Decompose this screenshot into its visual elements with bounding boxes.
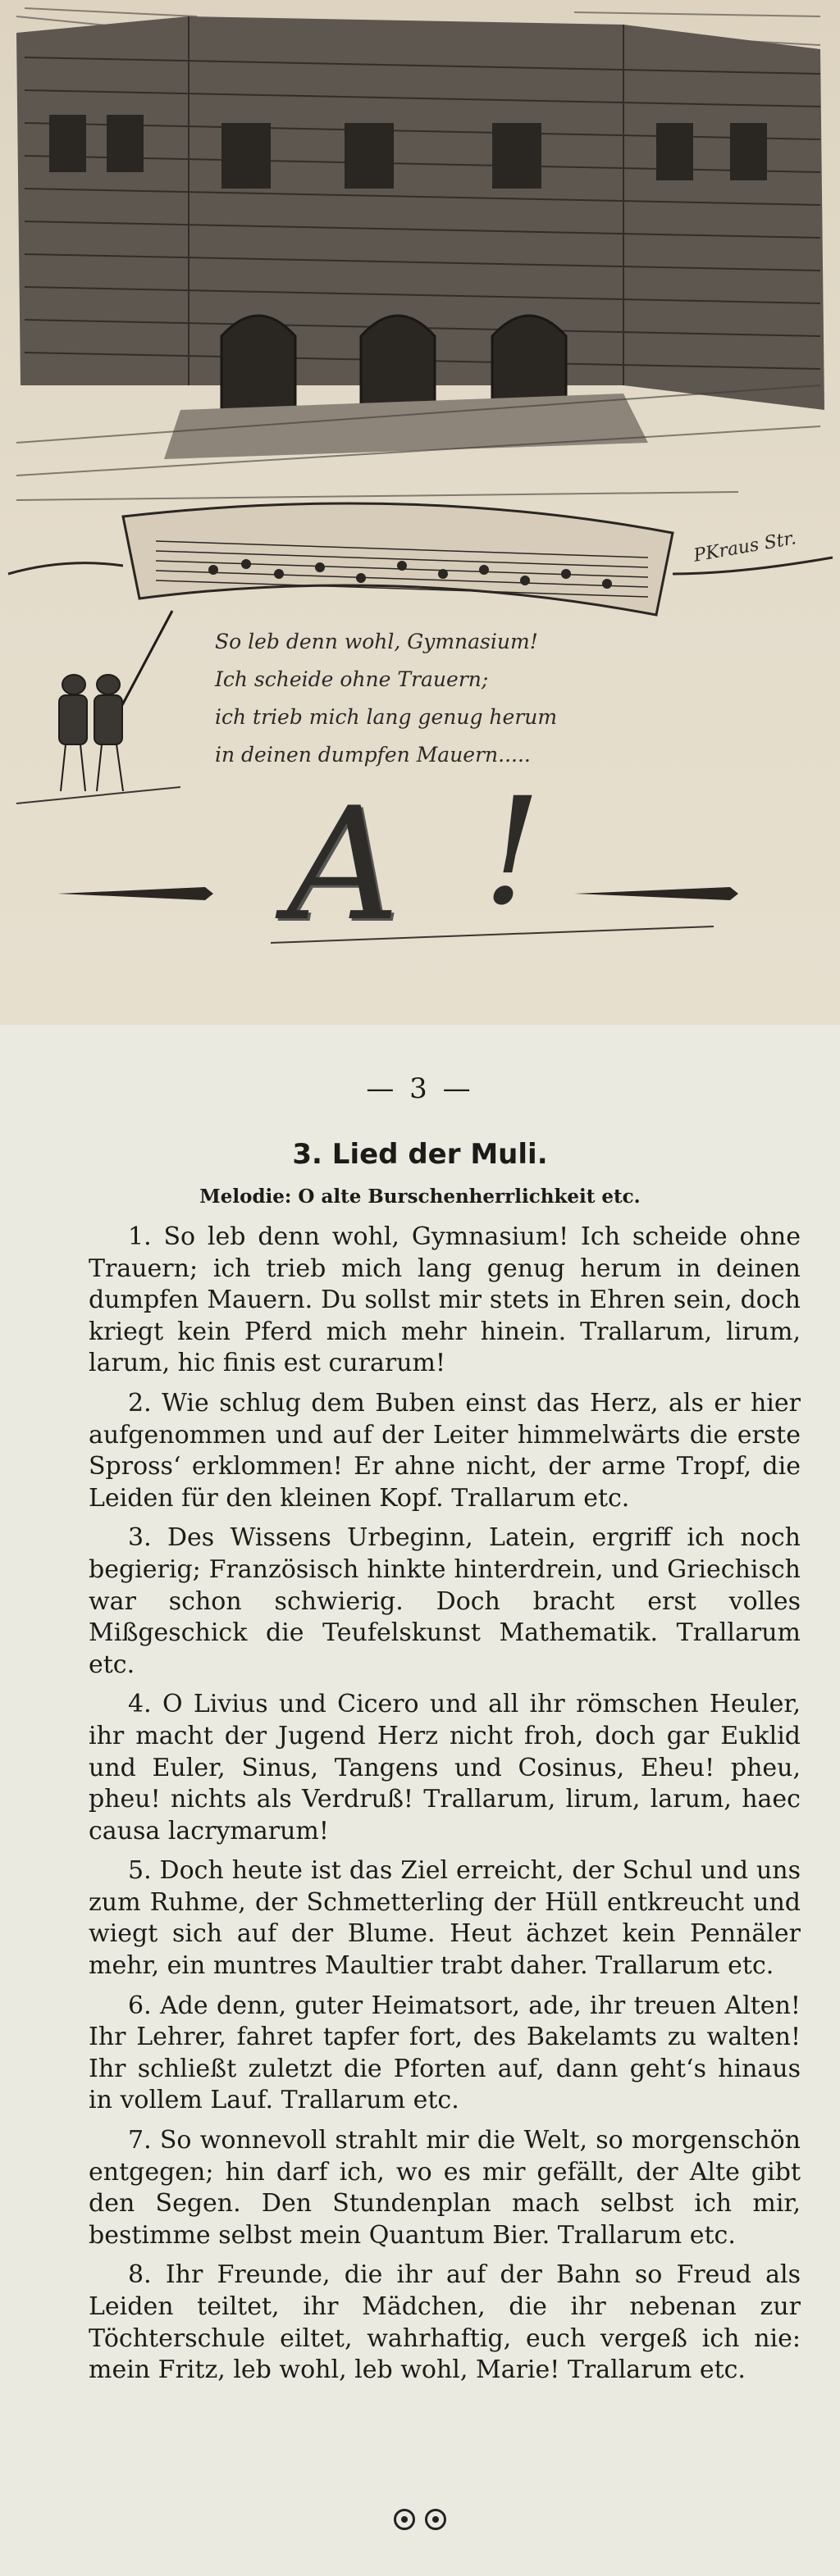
- song-verses: [89, 1222, 801, 2395]
- handwritten-verse: [215, 623, 707, 774]
- verse: 4. O Livius und Cicero und all ihr römschen Heuler, ihr macht der Jugend Herz nicht froh, doch gar Euklid und Euler, Sinus, Tangens und Cosinus, Eheu! pheu, pheu! nichts als Verdruß! Trallarum, lirum, larum, haec causa lacrymarum!: [89, 1690, 801, 1846]
- ring-ornament-icon: [394, 2509, 415, 2530]
- artist-signature: PKraus Str.: [692, 528, 798, 567]
- verse: 1. So leb denn wohl, Gymnasium! Ich scheide ohne Trauern; ich trieb mich lang genug herum in deinen dumpfen Mauern. Du sollst mir stets in Ehren sein, doch kriegt kein Pferd mich mehr hinein. Trallarum, lirum, larum, hic finis est curarum!: [89, 1222, 801, 1378]
- verse: 6. Ade denn, guter Heimatsort, ade, ihr treuen Alten! Ihr Lehrer, fahret tapfer fort, des Bakelamts zu walten! Ihr schließt zuletzt die Pforten auf, dann geht‘s hinaus in vollem Lauf. Trallarum etc.: [89, 1991, 801, 2115]
- verse: 5. Doch heute ist das Ziel erreicht, der Schul und uns zum Ruhme, der Schmetterling der Hüll entkreucht und wiegt sich auf der Blume. Heut ächzet kein Pennäler mehr, ein muntres Maultier trabt daher. Trallarum etc.: [89, 1856, 801, 1981]
- printed-page: [0, 1025, 840, 2576]
- verse: 8. Ihr Freunde, die ihr auf der Bahn so Freud als Leiden teiltet, ihr Mädchen, die ihr nebenan zur Töchterschule eiltet, wahrhaftig, euch vergeß ich nie: mein Fritz, leb wohl, leb wohl, Marie! Trallarum etc.: [89, 2260, 801, 2385]
- decorative-exclamation: !: [482, 767, 542, 938]
- verse-line: in deinen dumpfen Mauern.....: [215, 743, 531, 767]
- decorative-initial: A: [287, 774, 400, 955]
- verse: 3. Des Wissens Urbeginn, Latein, ergriff ich noch begierig; Französisch hinkte hinterdrein, und Griechisch war schon schwierig. Doch bracht erst volles Mißgeschick die Teufelskunst Mathematik. Trallarum etc.: [89, 1523, 801, 1679]
- verse: 2. Wie schlug dem Buben einst das Herz, als er hier aufgenommen und auf der Leiter himmelwärts die erste Spross‘ erklommen! Er ahne nicht, der arme Tropf, die Leiden für den kleinen Kopf. Trallarum etc.: [89, 1388, 801, 1513]
- gymnasium-building-drawing: [0, 0, 840, 1025]
- melody-line: Melodie: O alte Burschenherrlichkeit etc.: [199, 1186, 641, 1208]
- pen-sketch-illustration: [0, 0, 840, 1025]
- end-ornament: [0, 2509, 840, 2530]
- verse-line: So leb denn wohl, Gymnasium!: [215, 630, 538, 653]
- verse-line: Ich scheide ohne Trauern;: [215, 667, 489, 691]
- song-title: 3. Lied der Muli.: [292, 1138, 548, 1171]
- verse: 7. So wonnevoll strahlt mir die Welt, so morgenschön entgegen; hin darf ich, wo es mir gefällt, der Alte gibt den Segen. Den Stundenplan mach selbst ich mir, bestimme selbst mein Quantum Bier. Trallarum etc.: [89, 2126, 801, 2250]
- verse-line: ich trieb mich lang genug herum: [215, 705, 558, 729]
- ring-ornament-icon: [425, 2509, 446, 2530]
- page-number: — 3 —: [366, 1072, 474, 1105]
